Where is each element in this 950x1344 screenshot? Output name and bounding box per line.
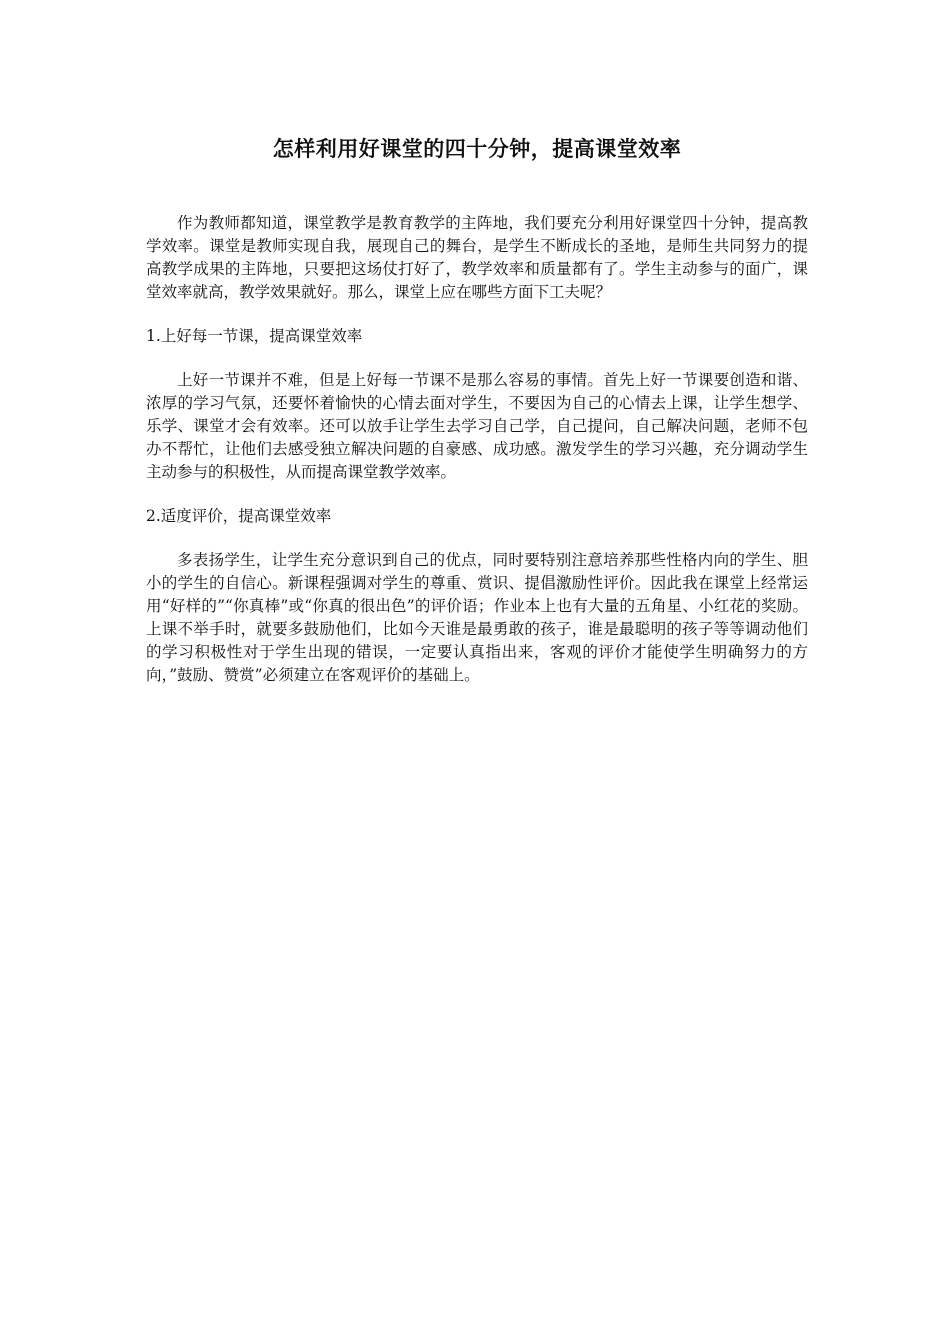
section-2-paragraph: 多表扬学生，让学生充分意识到自己的优点，同时要特别注意培养那些性格内向的学生、胆小的学生的自信心。新课程强调对学生的尊重、赏识、提倡激励性评价。因此我在课堂上经常运用“好样的”“你真棒”或“你真的很出色”的评价语；作业本上也有大量的五角星、小红花的奖励。上课不举手时，就要多鼓励他们，比如今天谁是最勇敢的孩子，谁是最聪明的孩子等等调动他们的学习积极性对于学生出现的错误，一定要认真指出来，客观的评价才能使学生明确努力的方向，”鼓励、赞赏”必须建立在客观评价的基础上。: [146, 551, 808, 684]
document-body: [146, 134, 808, 687]
section-2-heading: 2.适度评价，提高课堂效率: [146, 507, 332, 525]
intro-paragraph: 作为教师都知道，课堂教学是教育教学的主阵地，我们要充分利用好课堂四十分钟，提高教学效率。课堂是教师实现自我，展现自己的舞台，是学生不断成长的圣地，是师生共同努力的提高教学成果的主阵地，只要把这场仗打好了，教学效率和质量都有了。学生主动参与的面广，课堂效率就高，教学效果就好。那么，课堂上应在哪些方面下工夫呢？: [146, 214, 808, 301]
section-1-paragraph: 上好一节课并不难，但是上好每一节课不是那么容易的事情。首先上好一节课要创造和谐、浓厚的学习气氛，还要怀着愉快的心情去面对学生，不要因为自己的心情去上课，让学生想学、乐学、课堂才会有效率。还可以放手让学生去学习自己学，自己提问，自己解决问题，老师不包办不帮忙，让他们去感受独立解决问题的自豪感、成功感。激发学生的学习兴趣，充分调动学生主动参与的积极性，从而提高课堂教学效率。: [146, 371, 808, 481]
section-1-heading: 1.上好每一节课，提高课堂效率: [146, 327, 363, 345]
document-title: 怎样利用好课堂的四十分钟，提高课堂效率: [272, 137, 682, 161]
